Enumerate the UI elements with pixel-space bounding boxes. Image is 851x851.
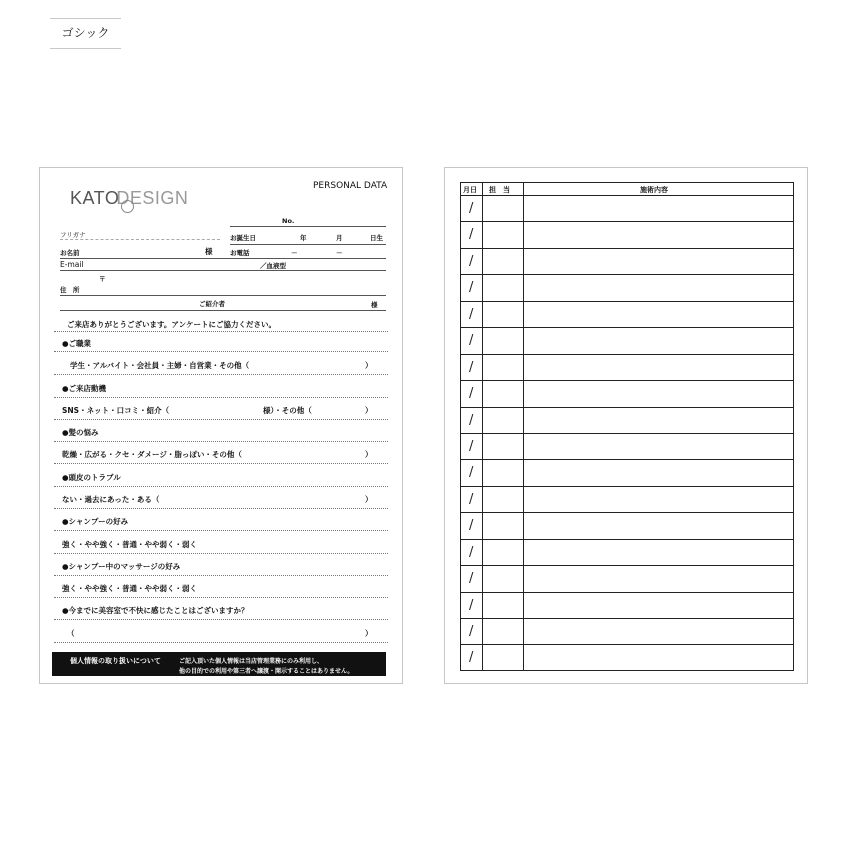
table-row[interactable]	[461, 275, 793, 301]
logo-ring-icon	[121, 200, 134, 213]
table-row[interactable]	[461, 302, 793, 328]
date-slash: /	[469, 359, 474, 375]
q2-title: ●ご来店動機	[62, 384, 107, 393]
table-header	[461, 183, 793, 196]
privacy-heading: 個人情報の取り扱いについて	[70, 657, 161, 665]
header-staff: 担 当	[489, 186, 510, 194]
table-row[interactable]	[461, 645, 793, 671]
day-label: 日生	[370, 234, 383, 242]
kato-design-logo: KATODESIGN	[70, 188, 189, 208]
date-slash: /	[469, 227, 474, 243]
header-treatment: 施術内容	[640, 186, 668, 194]
postal-mark: 〒	[99, 275, 106, 283]
date-slash: /	[469, 201, 474, 216]
name-sama: 様	[205, 247, 213, 256]
table-row[interactable]	[461, 434, 793, 460]
q1-title: ●ご職業	[62, 339, 92, 348]
customer-card-front	[39, 167, 403, 684]
record-rows	[461, 196, 793, 672]
date-slash: /	[469, 280, 474, 296]
q4-close: ）	[365, 495, 373, 504]
privacy-text-line1: ご記入頂いた個人情報は当店管理業務にのみ利用し、	[179, 658, 324, 665]
q3-close: ）	[365, 450, 373, 459]
q6-options: 強く・やや強く・普通・やや弱く・弱く	[62, 584, 197, 593]
q7-close: ）	[365, 629, 373, 638]
table-row[interactable]	[461, 566, 793, 592]
table-row[interactable]	[461, 355, 793, 381]
table-row[interactable]	[461, 249, 793, 275]
date-slash: /	[469, 465, 474, 481]
table-row[interactable]	[461, 381, 793, 407]
intro-text: ご来店ありがとうございます。アンケートにご協力ください。	[67, 320, 276, 329]
q6-title: ●シャンプー中のマッサージの好み	[62, 562, 181, 571]
q7-open: （	[67, 629, 75, 638]
date-slash: /	[469, 253, 474, 269]
header-date: 月日	[463, 186, 477, 194]
q1-options: 学生・アルバイト・会社員・主婦・自営業・その他（	[70, 361, 250, 370]
referrer-label: ご紹介者	[199, 300, 225, 308]
address-label: 住 所	[60, 286, 80, 294]
q5-options: 強く・やや強く・普通・やや弱く・弱く	[62, 540, 197, 549]
q3-title: ●髪の悩み	[62, 428, 99, 437]
date-slash: /	[469, 306, 474, 322]
table-row[interactable]	[461, 222, 793, 248]
phone-dash-1: －	[291, 249, 298, 257]
date-slash: /	[469, 333, 474, 349]
name-label: お名前	[60, 249, 80, 257]
date-slash: /	[469, 571, 474, 587]
q4-title: ●頭皮のトラブル	[62, 473, 121, 482]
date-slash: /	[469, 650, 474, 666]
furigana-label: フリガナ	[60, 231, 86, 239]
date-slash: /	[469, 518, 474, 534]
table-row[interactable]	[461, 513, 793, 539]
date-slash: /	[469, 544, 474, 560]
table-row[interactable]	[461, 408, 793, 434]
personal-data-title: PERSONAL DATA	[313, 181, 388, 191]
date-slash: /	[469, 597, 474, 613]
font-style-label: ゴシック	[50, 18, 121, 49]
email-label: E-mail	[60, 260, 84, 269]
blood-type-label: ／血液型	[260, 262, 286, 270]
customer-card-back	[444, 167, 808, 684]
q2-options-b: 様）・その他（	[263, 406, 312, 415]
table-row[interactable]	[461, 619, 793, 645]
date-slash: /	[469, 624, 474, 639]
table-row[interactable]	[461, 460, 793, 486]
date-slash: /	[469, 386, 474, 402]
phone-label: お電話	[230, 249, 250, 257]
treatment-record-table	[460, 182, 794, 671]
table-row[interactable]	[461, 328, 793, 354]
q7-title: ●今までに美容室で不快に感じたことはございますか？	[62, 606, 249, 615]
year-label: 年	[300, 234, 307, 242]
privacy-footer	[52, 652, 386, 676]
month-label: 月	[336, 234, 343, 242]
q2-close: ）	[365, 406, 373, 415]
referrer-sama: 様	[371, 301, 378, 309]
q4-options: ない・過去にあった・ある（	[62, 495, 160, 504]
date-slash: /	[469, 438, 474, 454]
q5-title: ●シャンプーの好み	[62, 517, 129, 526]
date-slash: /	[469, 412, 474, 428]
q1-close: ）	[365, 361, 373, 370]
table-row[interactable]	[461, 540, 793, 566]
q2-options: SNS・ネット・口コミ・紹介（	[62, 406, 170, 415]
phone-dash-2: －	[336, 249, 343, 257]
birthday-label: お誕生日	[230, 234, 256, 242]
no-label: No.	[282, 217, 295, 225]
table-row[interactable]	[461, 593, 793, 619]
table-row[interactable]	[461, 196, 793, 222]
q3-options: 乾燥・広がる・クセ・ダメージ・脂っぽい・その他（	[62, 450, 242, 459]
date-slash: /	[469, 491, 474, 507]
privacy-text-line2: 他の目的での利用や第三者へ譲渡・開示することはありません。	[179, 668, 354, 675]
table-row[interactable]	[461, 487, 793, 513]
